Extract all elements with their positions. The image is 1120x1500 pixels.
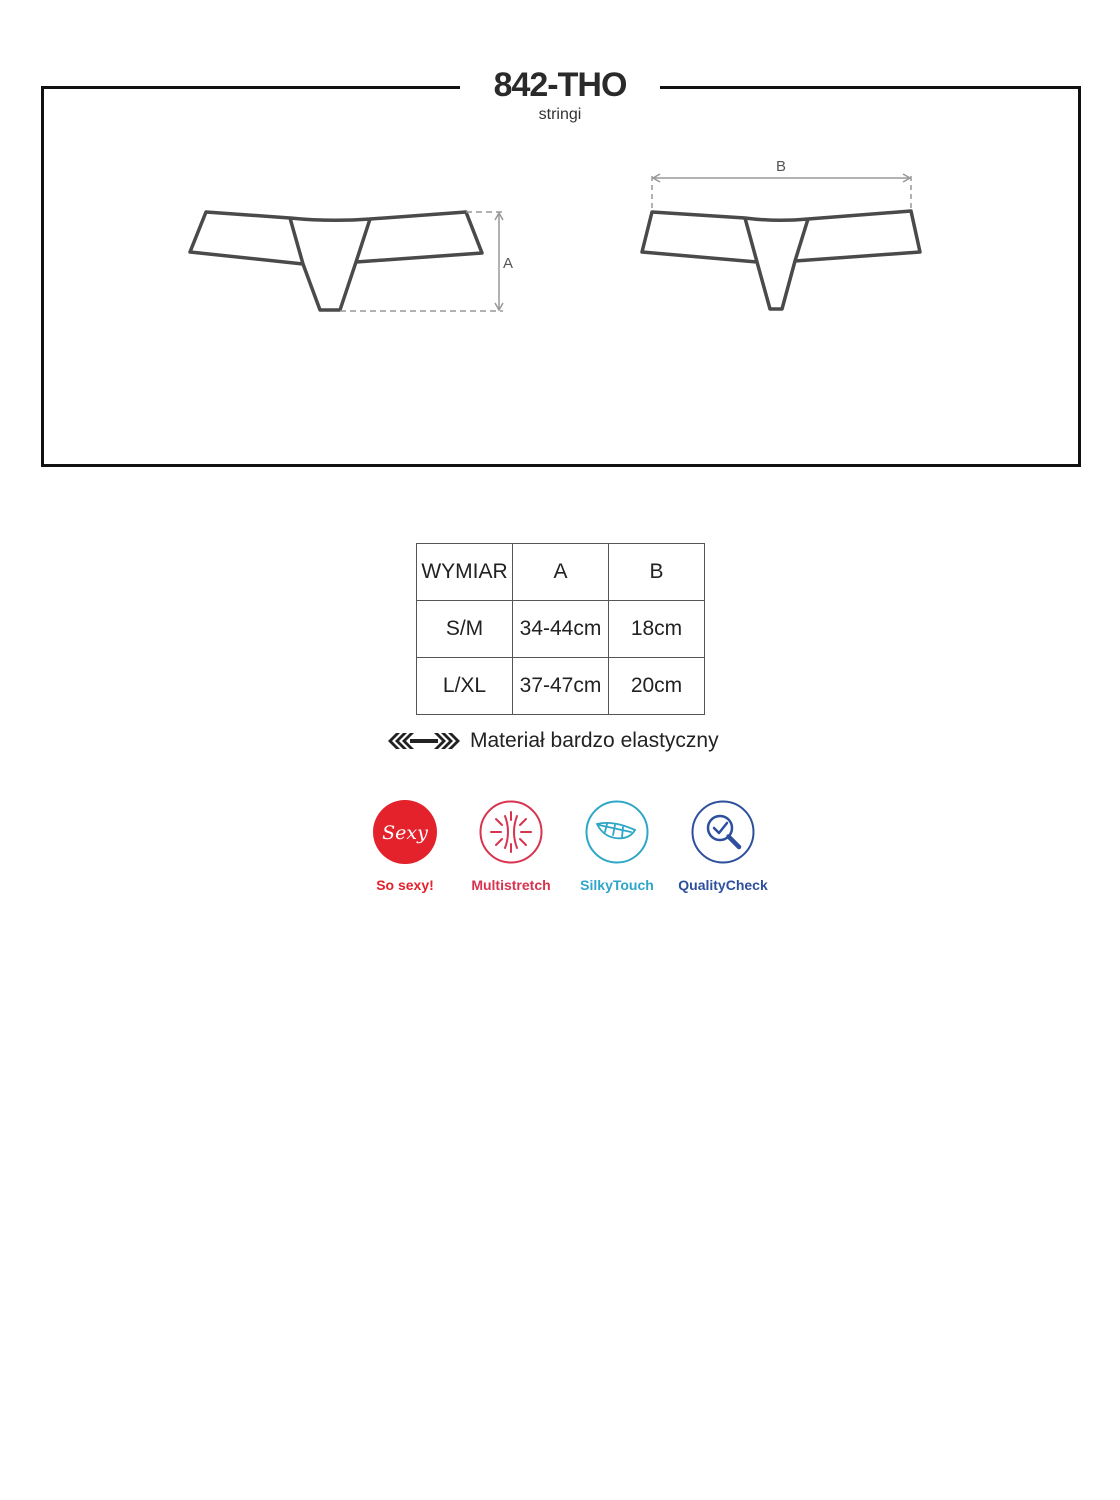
- table-cell: 37-47cm: [513, 658, 609, 715]
- badge-qualitycheck: [670, 800, 776, 893]
- dimension-b: [652, 174, 911, 210]
- badge-label: So sexy!: [376, 877, 434, 893]
- stretch-note: [388, 726, 719, 756]
- table-cell: 20cm: [609, 658, 705, 715]
- svg-text:Sexy: Sexy: [382, 822, 428, 844]
- badge-label: Multistretch: [471, 877, 551, 893]
- table-cell: S/M: [417, 601, 513, 658]
- table-cell: 34-44cm: [513, 601, 609, 658]
- badge-silkytouch: [564, 800, 670, 893]
- sexy-icon: [373, 800, 437, 864]
- size-table: [416, 543, 705, 715]
- dimension-a-label: A: [503, 255, 514, 272]
- table-header-cell: B: [609, 544, 705, 601]
- table-header-cell: WYMIAR: [417, 544, 513, 601]
- feather-icon: [585, 800, 649, 864]
- table-header-row: [417, 544, 705, 601]
- dimension-b-label: B: [776, 158, 787, 175]
- stretch-arrows-icon: [388, 730, 460, 752]
- front-view-drawing: [190, 212, 482, 310]
- thong-diagram: [0, 0, 1120, 470]
- quality-check-icon: [691, 800, 755, 864]
- badge-so-sexy: [352, 800, 458, 893]
- badge-multistretch: [458, 800, 564, 893]
- table-row: [417, 658, 705, 715]
- feature-badges: [352, 800, 776, 893]
- badge-label: SilkyTouch: [580, 877, 654, 893]
- badge-label: QualityCheck: [678, 877, 768, 893]
- table-header-cell: A: [513, 544, 609, 601]
- multistretch-icon: [479, 800, 543, 864]
- product-type: stringi: [538, 106, 582, 123]
- table-row: [417, 601, 705, 658]
- product-code: 842-THO: [493, 66, 627, 104]
- stretch-note-text: Materiał bardzo elastyczny: [470, 729, 719, 752]
- table-cell: 18cm: [609, 601, 705, 658]
- table-cell: L/XL: [417, 658, 513, 715]
- back-view-drawing: [642, 211, 920, 309]
